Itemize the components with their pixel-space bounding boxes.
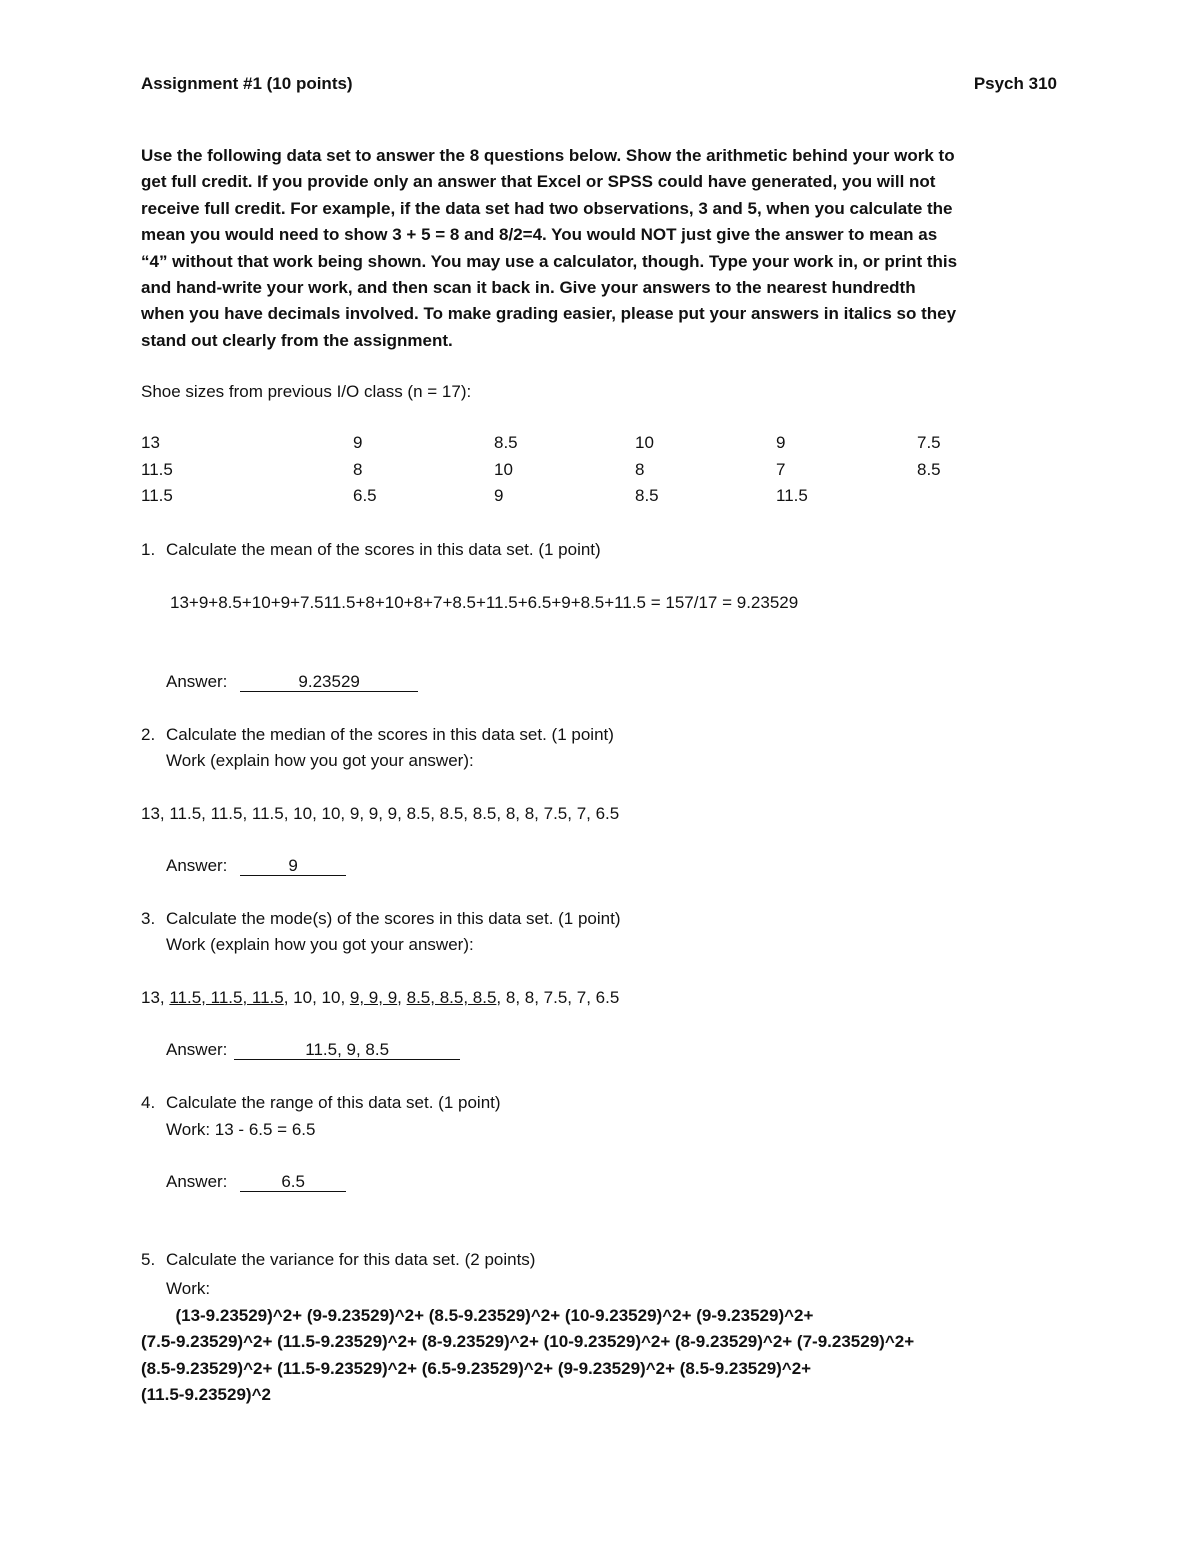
question-number: 5. <box>141 1250 156 1269</box>
q3-work-label: Work (explain how you got your answer): <box>166 935 474 954</box>
q3-work-text: 13, <box>141 988 170 1007</box>
q5-work-line: (8.5-9.23529)^2+ (11.5-9.23529)^2+ (6.5-9.23529)^2+ (9-9.23529)^2+ (8.5-9.23529)^2+ <box>141 1358 812 1378</box>
table-cell: 8.5 <box>635 486 659 505</box>
q4-answer <box>166 1172 346 1192</box>
table-cell: 6.5 <box>353 486 377 505</box>
instructions-line: stand out clearly from the assignment. <box>141 330 453 350</box>
answer-label: Answer: <box>166 856 228 875</box>
mode-group-11-5: 11.5, 11.5, 11.5 <box>169 988 284 1007</box>
course-name: Psych 310 <box>973 74 1057 93</box>
table-cell: 8.5 <box>917 459 941 479</box>
answer-value: 11.5, 9, 8.5 <box>234 1041 460 1060</box>
question-number: 3. <box>141 909 156 928</box>
question-number: 2. <box>141 725 156 744</box>
answer-label: Answer: <box>166 672 228 691</box>
table-cell: 10 <box>494 459 513 479</box>
instructions-paragraph <box>141 143 1071 354</box>
q2-work-label: Work (explain how you got your answer): <box>166 751 474 770</box>
answer-label: Answer: <box>166 1172 228 1191</box>
question-text: Calculate the range of this data set. (1 point) <box>166 1093 501 1112</box>
table-cell: 7.5 <box>917 433 941 452</box>
question-text: Calculate the median of the scores in this data set. (1 point) <box>166 725 614 744</box>
instructions-line: Use the following data set to answer the 8 questions below. Show the arithmetic behind your work to <box>141 146 955 165</box>
table-cell: 11.5 <box>141 486 173 505</box>
answer-value: 9 <box>240 857 346 876</box>
dataset-label: Shoe sizes from previous I/O class (n = 17): <box>141 382 472 401</box>
question-text: Calculate the mean of the scores in this data set. (1 point) <box>166 540 601 559</box>
instructions-line: when you have decimals involved. To make grading easier, please put your answers in italics so they <box>141 304 957 324</box>
q5-work <box>141 1276 914 1409</box>
question-number: 4. <box>141 1093 156 1112</box>
work-label: Work: <box>166 1279 211 1298</box>
table-cell: 11.5 <box>141 459 173 479</box>
table-cell: 7 <box>776 459 786 479</box>
answer-value: 9.23529 <box>240 673 418 692</box>
q3-work-text: , <box>397 988 407 1007</box>
instructions-line: mean you would need to show 3 + 5 = 8 and 8/2=4. You would NOT just give the answer to mean as <box>141 225 938 245</box>
table-cell: 9 <box>776 433 786 452</box>
instructions-line: receive full credit. For example, if the data set had two observations, 3 and 5, when you calculate the <box>141 198 953 218</box>
table-cell: 8.5 <box>494 433 518 452</box>
q2-work: 13, 11.5, 11.5, 11.5, 10, 10, 9, 9, 9, 8.5, 8.5, 8.5, 8, 8, 7.5, 7, 6.5 <box>141 804 620 823</box>
question-text: Calculate the variance for this data set. (2 points) <box>166 1250 536 1269</box>
q3-work-text: , 8, 8, 7.5, 7, 6.5 <box>496 988 620 1007</box>
table-cell: 10 <box>635 433 654 452</box>
q4-work: Work: 13 - 6.5 = 6.5 <box>166 1120 316 1139</box>
table-cell: 11.5 <box>776 486 808 505</box>
instructions-line: get full credit. If you provide only an answer that Excel or SPSS could have generated, you will not <box>141 172 936 192</box>
table-cell: 8 <box>635 459 645 479</box>
table-cell: 9 <box>353 433 363 452</box>
mode-group-9: 9, 9, 9 <box>349 988 398 1007</box>
q5-work-line: (7.5-9.23529)^2+ (11.5-9.23529)^2+ (8-9.23529)^2+ (10-9.23529)^2+ (8-9.23529)^2+ (7-9.23529)^2+ <box>141 1332 915 1351</box>
assignment-title: Assignment #1 (10 points) <box>141 74 353 93</box>
table-cell: 9 <box>494 486 504 505</box>
table-cell: 8 <box>353 459 363 479</box>
q3-work-text: , 10, 10, <box>283 988 350 1007</box>
q2-answer <box>166 856 346 876</box>
answer-value: 6.5 <box>240 1173 346 1192</box>
q5-work-line: (11.5-9.23529)^2 <box>141 1385 271 1404</box>
q3-work <box>141 988 619 1008</box>
question-text: Calculate the mode(s) of the scores in this data set. (1 point) <box>166 909 621 928</box>
question-number: 1. <box>141 540 156 559</box>
q1-answer <box>166 672 418 692</box>
q3-answer <box>166 1040 460 1060</box>
q5-work-text: (13-9.23529)^2+ (9-9.23529)^2+ (8.5-9.23529)^2+ (10-9.23529)^2+ (9-9.23529)^2+ <box>175 1305 814 1325</box>
answer-label: Answer: <box>166 1040 228 1059</box>
q5-work-line <box>141 1276 914 1329</box>
table-cell: 13 <box>141 433 160 452</box>
instructions-line: and hand-write your work, and then scan it back in. Give your answers to the nearest hundredth <box>141 278 916 298</box>
instructions-line: “4” without that work being shown. You may use a calculator, though. Type your work in, or print this <box>141 251 958 271</box>
mode-group-8-5: 8.5, 8.5, 8.5 <box>406 988 497 1007</box>
q1-work: 13+9+8.5+10+9+7.511.5+8+10+8+7+8.5+11.5+6.5+9+8.5+11.5 = 157/17 = 9.23529 <box>170 593 799 612</box>
